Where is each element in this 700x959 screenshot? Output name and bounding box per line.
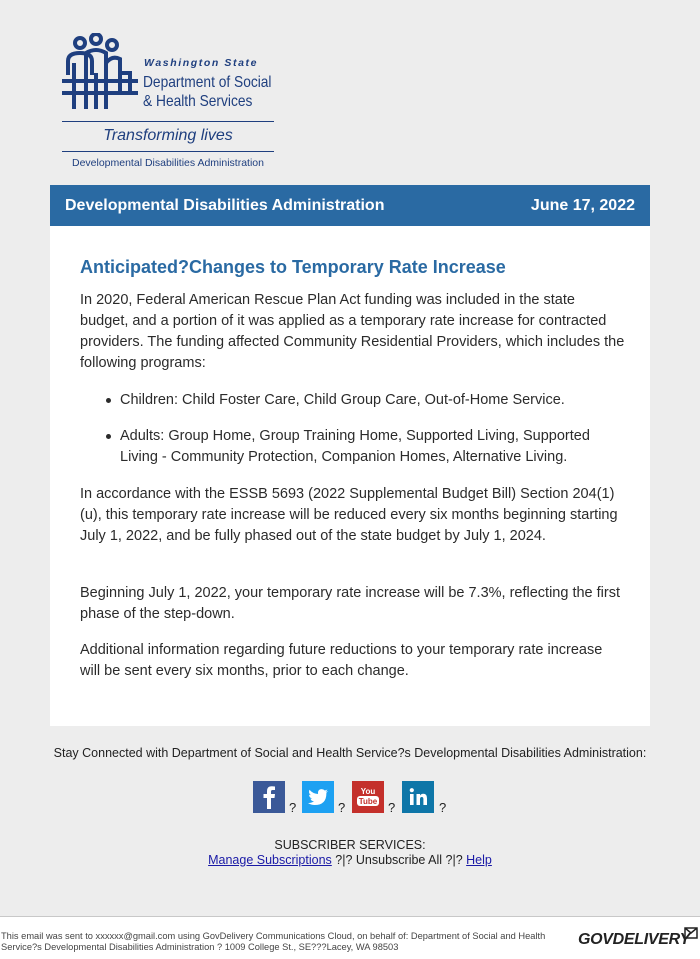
dshs-figures-icon — [60, 33, 140, 113]
logo-divider — [62, 121, 274, 122]
unsubscribe-all-text: ?|? Unsubscribe All ?|? — [331, 853, 467, 867]
logo-divider — [62, 151, 274, 152]
logo-state: Washington State — [144, 57, 259, 69]
linkedin-icon — [402, 781, 434, 813]
content-card — [50, 226, 650, 726]
article-paragraph: In 2020, Federal American Rescue Plan Act funding was included in the state budget, and a portion of it was applied as a temporary rate increase for contracted providers. The funding affected Community Residential Providers, which includes the following programs: — [80, 292, 625, 371]
banner-title: Developmental Disabilities Administration — [65, 197, 385, 214]
article-title: Anticipated?Changes to Temporary Rate Increase — [80, 257, 506, 277]
separator-text: ? — [338, 800, 346, 815]
envelope-icon — [684, 927, 698, 939]
subscriber-services-title: SUBSCRIBER SERVICES: — [274, 838, 426, 852]
separator-text: ? — [388, 800, 396, 815]
footer — [0, 916, 700, 959]
separator-text: ? — [289, 800, 297, 815]
subscriber-links — [0, 853, 700, 867]
logo-department-line2: & Health Services — [143, 93, 253, 110]
header-banner — [50, 185, 650, 226]
svg-text:Tube: Tube — [358, 797, 378, 806]
youtube-icon — [352, 781, 384, 813]
manage-subscriptions-link[interactable]: Manage Subscriptions — [208, 853, 332, 867]
logo-admin: Developmental Disabilities Administration — [71, 157, 264, 169]
list-item: Children: Child Foster Care, Child Group Care, Out-of-Home Service. — [120, 390, 630, 411]
logo-department-line1: Department of Social — [143, 74, 272, 91]
separator-text: ? — [439, 800, 447, 815]
footer-text: This email was sent to xxxxxx@gmail.com using GovDelivery Communications Cloud, on behalf of: Department of Social and Health Service?s Developmental Disabilities Administration ? 1009 College St., SE???Lacey, WA 98503 — [1, 931, 546, 952]
list-item: Adults: Group Home, Group Training Home, Supported Living, Supported Living - Community Protection, Companion Homes, Alternative Living. — [120, 426, 630, 468]
linkedin-link[interactable] — [402, 781, 434, 813]
twitter-icon — [302, 781, 334, 813]
govdelivery-brand: GOVDELIVERY — [578, 931, 690, 948]
help-link[interactable]: Help — [466, 853, 492, 867]
logo-tagline: Transforming lives — [103, 127, 233, 144]
article-paragraph: Beginning July 1, 2022, your temporary rate increase will be 7.3%, reflecting the first phase of the step-down. — [80, 585, 620, 622]
youtube-link[interactable] — [352, 781, 384, 813]
article-paragraph: Additional information regarding future reductions to your temporary rate increase will be sent every six months, prior to each change. — [80, 642, 603, 679]
svg-text:You: You — [360, 787, 376, 796]
stay-connected-text: Stay Connected with Department of Social and Health Service?s Developmental Disabilities Administration: — [53, 746, 647, 760]
facebook-icon — [253, 781, 285, 813]
banner-date: June 17, 2022 — [530, 197, 635, 214]
dshs-logo — [60, 33, 276, 173]
article-paragraph: In accordance with the ESSB 5693 (2022 Supplemental Budget Bill) Section 204(1)(u), this temporary rate increase will be reduced every six months beginning starting July 1, 2022, and be fully phased out of the state budget by July 1, 2024. — [80, 486, 618, 544]
facebook-link[interactable] — [253, 781, 285, 813]
twitter-link[interactable] — [302, 781, 334, 813]
govdelivery-logo — [578, 931, 690, 949]
